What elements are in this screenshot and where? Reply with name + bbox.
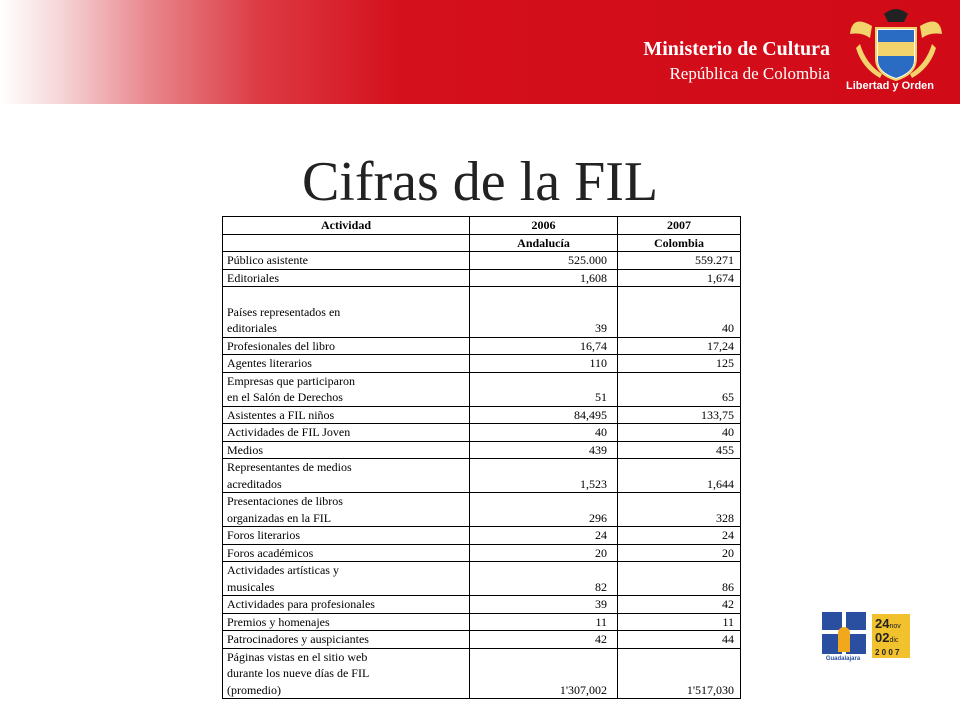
value-2007-cell: 24: [618, 527, 741, 545]
activity-label-line: Agentes literarios: [227, 356, 312, 370]
table-row: [223, 441, 741, 459]
activity-label-line: Actividades artísticas y: [227, 563, 339, 577]
table-row: [223, 337, 741, 355]
table-row: [223, 527, 741, 545]
table-row: [223, 424, 741, 442]
activity-label-line: editoriales: [227, 321, 277, 335]
value-2006-cell: 1,523: [470, 459, 618, 493]
activity-cell: [223, 337, 470, 355]
column-subheader: Andalucía: [470, 234, 618, 252]
value-2006-cell: 39: [470, 596, 618, 614]
activity-label-line: (promedio): [227, 682, 281, 697]
value-2007-cell: 17,24: [618, 337, 741, 355]
country-name: República de Colombia: [669, 64, 830, 83]
value-2006-cell: 39: [470, 287, 618, 338]
activity-cell: [223, 613, 470, 631]
date-month2: dic: [889, 637, 899, 644]
activity-label-line: en el Salón de Derechos: [227, 390, 343, 404]
value-2006-cell: 24: [470, 527, 618, 545]
value-2006-cell: 84,495: [470, 406, 618, 424]
value-2006-cell: 525.000: [470, 252, 618, 270]
page-title: Cifras de la FIL: [301, 151, 659, 213]
table-row: [223, 406, 741, 424]
value-2007-cell: 44: [618, 631, 741, 649]
activity-label-line: Profesionales del libro: [227, 338, 335, 353]
value-2007-cell: 42: [618, 596, 741, 614]
table-subheader-row: [223, 234, 741, 252]
table-row: [223, 287, 741, 338]
activity-label-line: Patrocinadores y auspiciantes: [227, 632, 369, 646]
value-2006-cell: 296: [470, 493, 618, 527]
activity-label-line: organizadas en la FIL: [227, 510, 332, 525]
activity-label-line: musicales: [227, 579, 275, 594]
column-header: 2007: [618, 217, 741, 235]
activity-cell: [223, 252, 470, 270]
value-2006-cell: 439: [470, 441, 618, 459]
value-2007-cell: 1'517,030: [618, 648, 741, 699]
activity-cell: [223, 527, 470, 545]
column-header: Actividad: [223, 217, 470, 235]
value-2007-cell: 20: [618, 544, 741, 562]
activity-label-line: Actividades para profesionales: [227, 597, 375, 611]
fil-figures-table: [222, 216, 741, 699]
value-2006-cell: 11: [470, 613, 618, 631]
value-2006-cell: 1,608: [470, 269, 618, 287]
activity-label-line: Asistentes a FIL niños: [227, 407, 335, 422]
column-header: 2006: [470, 217, 618, 235]
table-row: [223, 613, 741, 631]
activity-cell: [223, 355, 470, 373]
table-row: [223, 372, 741, 406]
value-2007-cell: 559.271: [618, 252, 741, 270]
date-day2: 02: [875, 630, 890, 645]
activity-cell: [223, 287, 470, 338]
value-2006-cell: 51: [470, 372, 618, 406]
value-2006-cell: 42: [470, 631, 618, 649]
value-2007-cell: 40: [618, 424, 741, 442]
ministry-name: Ministerio de Cultura: [643, 38, 830, 60]
value-2006-cell: 20: [470, 544, 618, 562]
ministry-block: [643, 36, 830, 86]
activity-cell: [223, 493, 470, 527]
column-subheader: Colombia: [618, 234, 741, 252]
date-day1: 24: [875, 616, 890, 631]
table-row: [223, 562, 741, 596]
table-row: [223, 355, 741, 373]
date-month1: nov: [889, 623, 901, 630]
activity-label-line: Páginas vistas en el sitio web: [227, 649, 368, 664]
value-2007-cell: 1,644: [618, 459, 741, 493]
value-2006-cell: 16,74: [470, 337, 618, 355]
value-2007-cell: 133,75: [618, 406, 741, 424]
activity-cell: [223, 372, 470, 406]
table-row: [223, 269, 741, 287]
activity-cell: [223, 544, 470, 562]
value-2007-cell: 86: [618, 562, 741, 596]
activity-cell: [223, 631, 470, 649]
value-2006-cell: 82: [470, 562, 618, 596]
activity-label-line: Representantes de medios: [227, 460, 352, 474]
activity-label-line: Actividades de FIL Joven: [227, 425, 351, 439]
activity-label-line: Público asistente: [227, 253, 308, 267]
date-year: 2 0 0 7: [875, 648, 900, 657]
column-subheader: [223, 234, 470, 252]
table-row: [223, 252, 741, 270]
activity-label-line: Foros académicos: [227, 545, 314, 560]
activity-cell: [223, 648, 470, 699]
table-row: [223, 596, 741, 614]
table-row: [223, 459, 741, 493]
table-header-row: [223, 217, 741, 235]
value-2007-cell: 40: [618, 287, 741, 338]
activity-cell: [223, 562, 470, 596]
activity-cell: [223, 424, 470, 442]
activity-cell: [223, 459, 470, 493]
value-2007-cell: 11: [618, 613, 741, 631]
activity-cell: [223, 441, 470, 459]
activity-label-line: [227, 287, 465, 304]
value-2007-cell: 1,674: [618, 269, 741, 287]
value-2006-cell: 1'307,002: [470, 648, 618, 699]
activity-label-line: Medios: [227, 442, 263, 457]
activity-cell: [223, 596, 470, 614]
table-row: [223, 493, 741, 527]
table-row: [223, 631, 741, 649]
crest-motto: Libertad y Orden: [845, 80, 935, 92]
guadalajara-logo-caption: Guadalajara: [825, 656, 861, 662]
activity-cell: [223, 406, 470, 424]
activity-label-line: Países representados en: [227, 304, 341, 319]
value-2007-cell: 328: [618, 493, 741, 527]
activity-label-line: Foros literarios: [227, 528, 300, 542]
activity-label-line: Editoriales: [227, 270, 279, 285]
activity-label-line: Presentaciones de libros: [227, 494, 343, 508]
activity-label-line: Premios y homenajes: [227, 614, 330, 629]
value-2007-cell: 455: [618, 441, 741, 459]
value-2007-cell: 65: [618, 372, 741, 406]
fair-dates-badge: [872, 614, 910, 658]
header-banner: [0, 0, 960, 104]
activity-label-line: durante los nueve días de FIL: [227, 666, 370, 680]
activity-cell: [223, 269, 470, 287]
activity-label-line: Empresas que participaron: [227, 373, 355, 388]
value-2006-cell: 110: [470, 355, 618, 373]
value-2006-cell: 40: [470, 424, 618, 442]
value-2007-cell: 125: [618, 355, 741, 373]
table-row: [223, 544, 741, 562]
table-row: [223, 648, 741, 699]
activity-label-line: acreditados: [227, 476, 282, 491]
